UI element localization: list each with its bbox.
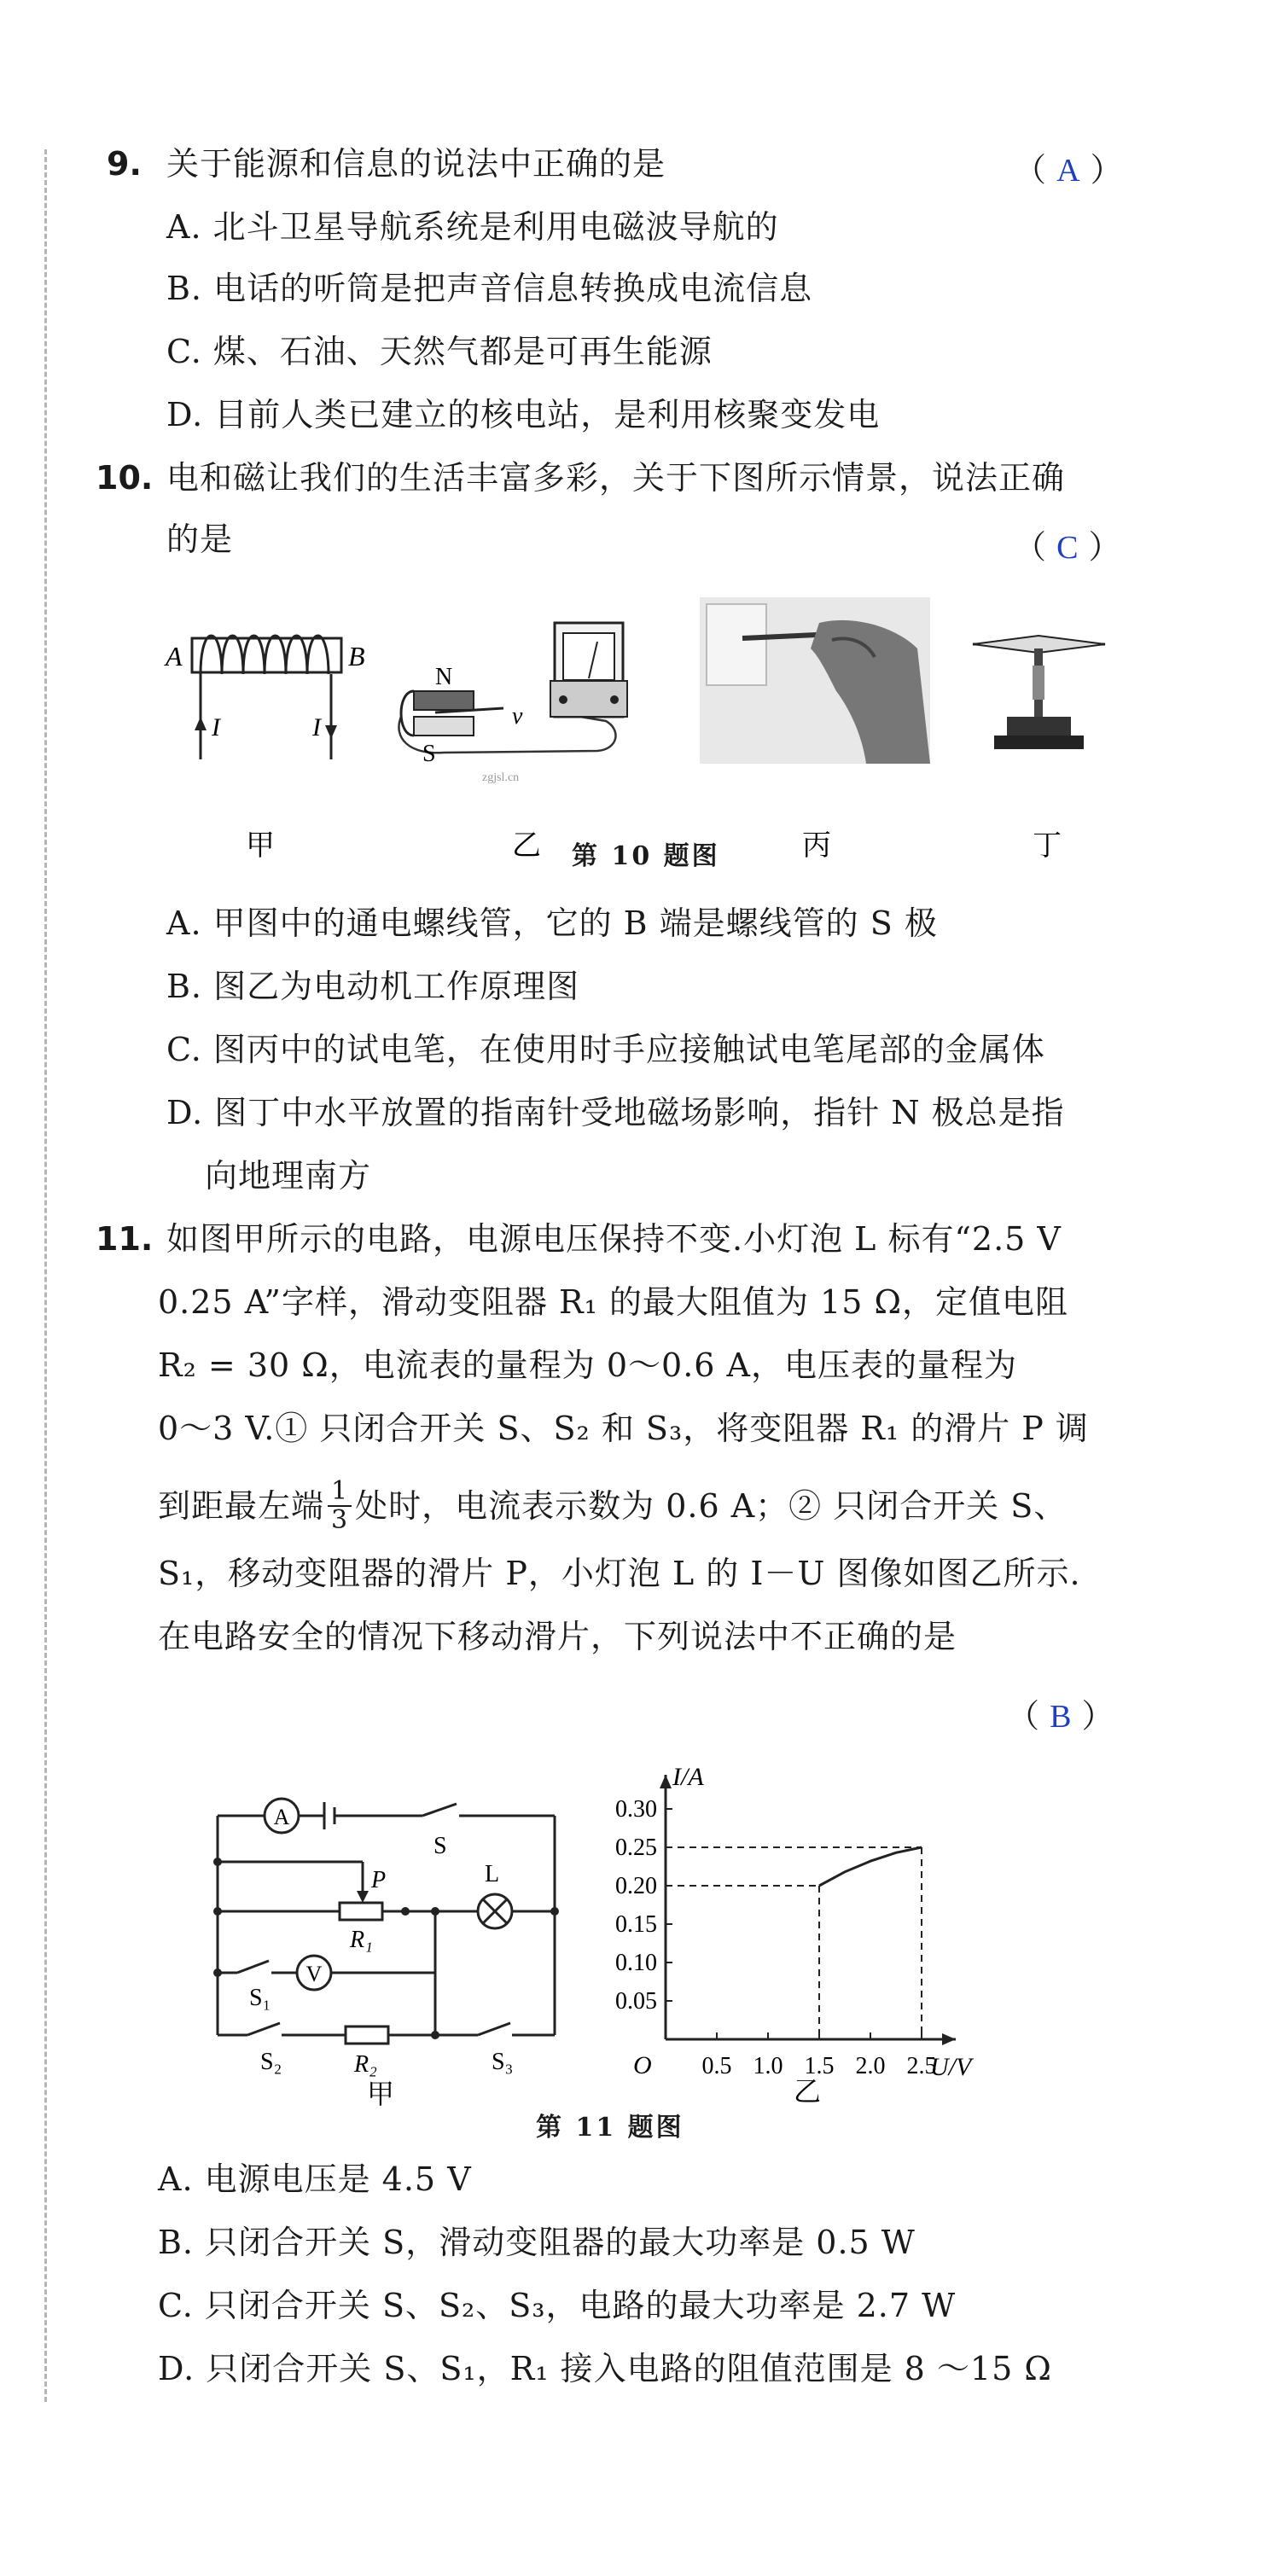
q11-stem-line4: 0～3 V.① 只闭合开关 S、S₂ 和 S₃，将变阻器 R₁ 的滑片 P 调 bbox=[158, 1410, 1089, 1447]
q9-number: 9. bbox=[107, 145, 142, 183]
s3-label: S₃ bbox=[492, 2049, 514, 2075]
compass-diagram bbox=[973, 636, 1105, 749]
ammeter-label: A bbox=[273, 1805, 290, 1829]
q11-line5-post: 处时，电流表示数为 0.6 A；② 只闭合开关 S、 bbox=[355, 1487, 1068, 1525]
q11-number: 11. bbox=[96, 1220, 154, 1258]
x-axis-label: U/V bbox=[930, 2053, 972, 2081]
q11-line5-pre: 到距最左端 bbox=[158, 1487, 325, 1525]
y-axis-arrow bbox=[660, 1775, 672, 1788]
q11-stem-line6: S₁，移动变阻器的滑片 P，小灯泡 L 的 I－U 图像如图乙所示. bbox=[158, 1555, 1081, 1592]
induction-diagram bbox=[399, 623, 627, 784]
s1-label: S₁ bbox=[249, 1985, 271, 2011]
q11-option-d: D. 只闭合开关 S、S₁，R₁ 接入电路的阻值范围是 8 ～15 Ω bbox=[158, 2350, 1052, 2387]
q10-stem-line1: 电和磁让我们的生活丰富多彩，关于下图所示情景，说法正确 bbox=[166, 459, 1066, 497]
y-tick-label: 0.25 bbox=[615, 1835, 657, 1861]
fraction-denominator: 3 bbox=[331, 1505, 349, 1535]
x-tick-label: 1.0 bbox=[753, 2053, 783, 2079]
magnet-s-label: S bbox=[422, 741, 436, 767]
x-tick-label: 0.5 bbox=[701, 2053, 732, 2079]
q10-option-b: B. 图乙为电动机工作原理图 bbox=[166, 968, 580, 1005]
fig10-label-yi: 乙 bbox=[512, 830, 541, 862]
y-axis-label: I/A bbox=[672, 1763, 704, 1791]
fraction-one-third bbox=[328, 1478, 352, 1534]
test-pen-photo bbox=[700, 597, 930, 764]
x-tick-label: 1.5 bbox=[804, 2053, 835, 2079]
origin-label: O bbox=[633, 2051, 652, 2079]
y-tick-label: 0.30 bbox=[615, 1796, 657, 1823]
iu-curve bbox=[819, 1847, 922, 1886]
q11-stem-line1: 如图甲所示的电路，电源电压保持不变.小灯泡 L 标有“2.5 V bbox=[166, 1220, 1062, 1258]
q11-stem-line2: 0.25 A”字样，滑动变阻器 R₁ 的最大阻值为 15 Ω，定值电阻 bbox=[158, 1283, 1068, 1321]
velocity-label: v bbox=[512, 703, 523, 730]
circuit-caption-jia: 甲 bbox=[367, 2079, 395, 2109]
switch-s-label: S bbox=[433, 1833, 447, 1859]
q10-answer: C bbox=[1056, 530, 1079, 566]
binding-margin-line bbox=[44, 149, 47, 2402]
y-tick-label: 0.15 bbox=[615, 1911, 657, 1938]
q11-answer-bracket: （ B ） bbox=[1007, 1697, 1114, 1735]
fig10-label-jia: 甲 bbox=[246, 830, 275, 862]
q9-answer-bracket: （ A ） bbox=[1014, 151, 1123, 189]
q10-option-c: C. 图丙中的试电笔，在使用时手应接触试电笔尾部的金属体 bbox=[166, 1031, 1045, 1068]
q11-stem-line5 bbox=[158, 1478, 1067, 1534]
x-axis-arrow bbox=[942, 2033, 956, 2045]
q11-caption: 第 11 题图 bbox=[536, 2113, 684, 2143]
q9-option-b: B. 电话的听筒是把声音信息转换成电流信息 bbox=[166, 270, 813, 307]
q10-answer-bracket: （ C ） bbox=[1014, 528, 1121, 566]
q9-option-c: C. 煤、石油、天然气都是可再生能源 bbox=[166, 333, 713, 370]
q10-figure bbox=[154, 589, 1143, 870]
y-tick-label: 0.20 bbox=[615, 1873, 657, 1899]
slider-p-label: P bbox=[371, 1867, 387, 1893]
current-label-left: I bbox=[212, 713, 220, 741]
y-tick-label: 0.10 bbox=[615, 1950, 657, 1976]
x-tick-label: 2.5 bbox=[906, 2053, 937, 2079]
r1-label: R₁ bbox=[350, 1927, 373, 1953]
q10-number: 10. bbox=[96, 459, 154, 497]
lamp-label: L bbox=[485, 1861, 500, 1887]
q11-iu-graph bbox=[589, 1749, 1015, 2116]
fig10-label-bing: 丙 bbox=[802, 830, 831, 862]
current-label-right: I bbox=[312, 713, 321, 741]
q11-stem-line3: R₂ = 30 Ω，电流表的量程为 0～0.6 A，电压表的量程为 bbox=[158, 1346, 1017, 1384]
watermark: zgjsl.cn bbox=[482, 771, 520, 784]
graph-caption-yi: 乙 bbox=[794, 2076, 822, 2107]
q9-stem: 关于能源和信息的说法中正确的是 bbox=[166, 145, 666, 183]
s2-label: S₂ bbox=[260, 2049, 282, 2075]
q9-option-a: A. 北斗卫星导航系统是利用电磁波导航的 bbox=[166, 208, 779, 246]
q10-option-a: A. 甲图中的通电螺线管，它的 B 端是螺线管的 S 极 bbox=[166, 904, 938, 942]
q11-option-a: A. 电源电压是 4.5 V bbox=[158, 2160, 472, 2198]
q10-option-d-cont: 向地理南方 bbox=[205, 1157, 372, 1195]
fig10-label-ding: 丁 bbox=[1033, 830, 1062, 862]
q9-option-d: D. 目前人类已建立的核电站，是利用核聚变发电 bbox=[166, 396, 881, 433]
voltmeter-label: V bbox=[305, 1962, 323, 1986]
r2-label: R₂ bbox=[354, 2051, 377, 2078]
fraction-numerator: 1 bbox=[328, 1478, 352, 1507]
solenoid-end-a: A bbox=[166, 641, 183, 672]
solenoid-end-b: B bbox=[348, 641, 365, 672]
q10-stem-line2: 的是 bbox=[166, 520, 234, 558]
q11-circuit bbox=[196, 1775, 580, 2116]
q11-option-b: B. 只闭合开关 S，滑动变阻器的最大功率是 0.5 W bbox=[158, 2224, 916, 2261]
magnet-n-label: N bbox=[435, 664, 453, 690]
q11-option-c: C. 只闭合开关 S、S₂、S₃，电路的最大功率是 2.7 W bbox=[158, 2287, 957, 2324]
q10-caption: 第 10 题图 bbox=[572, 841, 720, 871]
x-tick-label: 2.0 bbox=[855, 2053, 886, 2079]
y-tick-label: 0.05 bbox=[615, 1988, 657, 2015]
q11-answer: B bbox=[1050, 1699, 1072, 1735]
q10-option-d: D. 图丁中水平放置的指南针受地磁场影响，指针 N 极总是指 bbox=[166, 1094, 1065, 1131]
q11-stem-line7: 在电路安全的情况下移动滑片，下列说法中不正确的是 bbox=[158, 1618, 957, 1655]
solenoid-diagram bbox=[164, 636, 365, 759]
q9-answer: A bbox=[1056, 153, 1080, 189]
